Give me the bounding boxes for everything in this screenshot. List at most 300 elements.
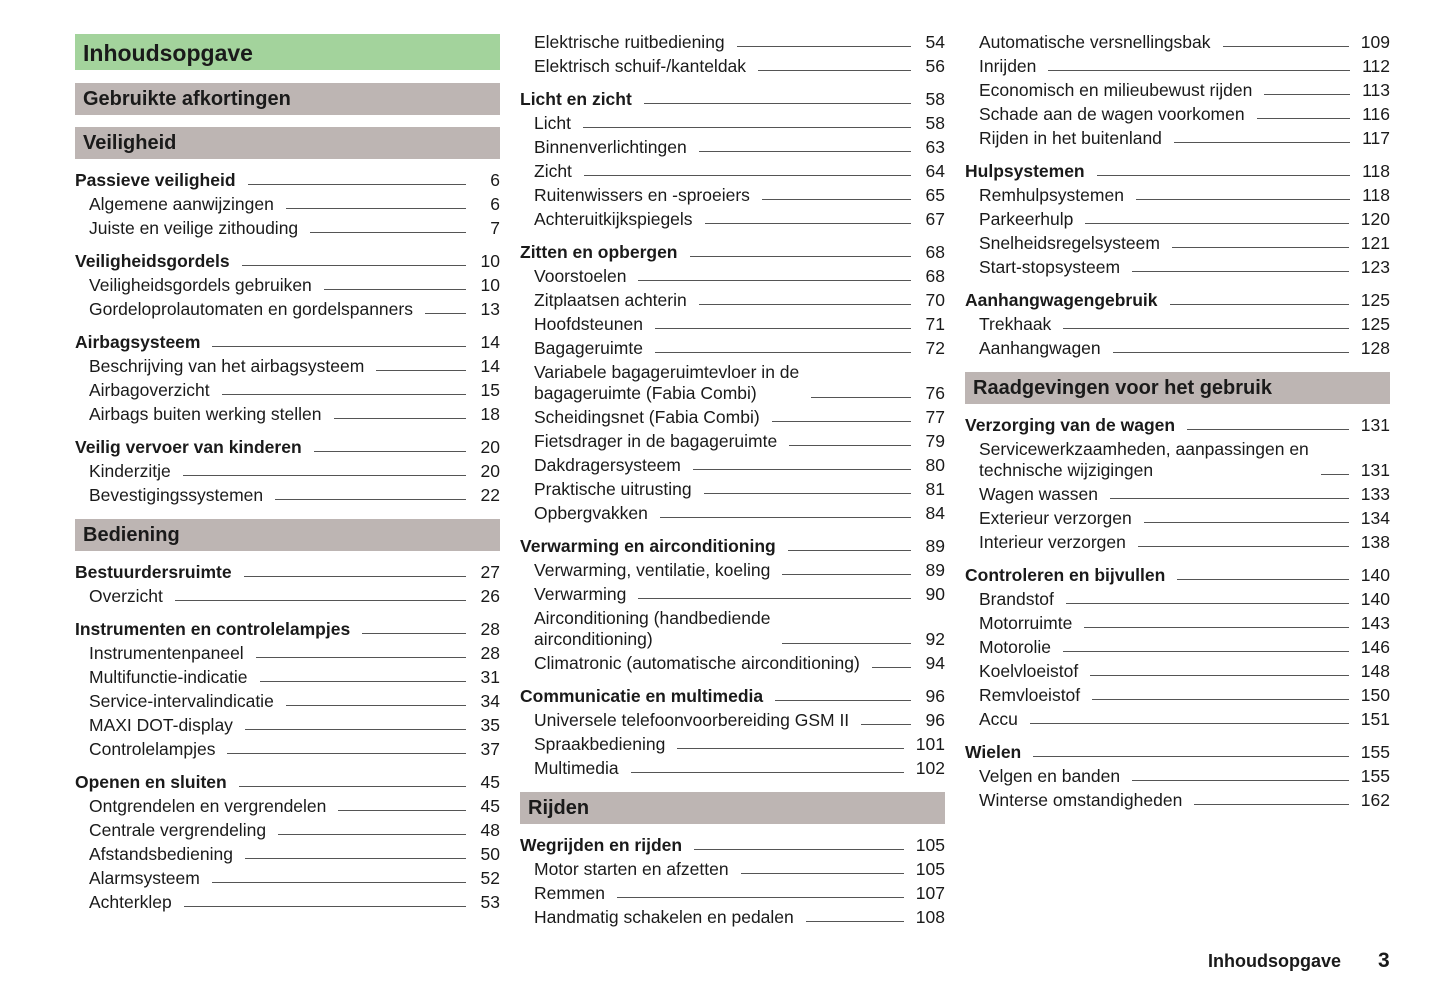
entry-title: Remhulpsystemen — [979, 184, 1124, 205]
entry-page: 123 — [1360, 256, 1390, 277]
leader-line — [212, 346, 466, 347]
toc-item[interactable] — [75, 890, 500, 914]
toc-item[interactable] — [520, 288, 945, 312]
leader-line — [584, 175, 911, 176]
toc-item[interactable] — [75, 794, 500, 818]
toc-item[interactable] — [75, 483, 500, 507]
leader-line — [286, 208, 466, 209]
leader-line — [184, 906, 466, 907]
entry-title: Variabele bagageruimtevloer in de bagageruimte (Fabia Combi) — [534, 361, 800, 403]
toc-item[interactable] — [75, 641, 500, 665]
leader-line — [376, 370, 466, 371]
entry-page: 125 — [1360, 313, 1390, 334]
toc-item[interactable] — [965, 506, 1390, 530]
entry-title: Motor starten en afzetten — [534, 858, 729, 879]
entry-page: 52 — [480, 867, 500, 888]
entry-title: Motorruimte — [979, 612, 1073, 633]
toc-item[interactable] — [965, 659, 1390, 683]
leader-line — [245, 729, 466, 730]
toc-item[interactable] — [75, 192, 500, 216]
leader-line — [275, 499, 466, 500]
entry-title: Motorolie — [979, 636, 1051, 657]
entry-page: 155 — [1360, 741, 1390, 762]
toc-item[interactable] — [75, 737, 500, 761]
toc-item[interactable] — [520, 857, 945, 881]
page-number: 3 — [1378, 949, 1390, 972]
leader-line — [655, 352, 911, 353]
leader-line — [242, 265, 466, 266]
entry-page: 64 — [925, 160, 945, 181]
toc-item[interactable] — [520, 30, 945, 54]
leader-line — [1066, 603, 1349, 604]
leader-line — [212, 882, 466, 883]
entry-title: Winterse omstandigheden — [979, 789, 1183, 810]
entry-title: Climatronic (automatische airconditioning) — [534, 652, 860, 673]
toc-item[interactable] — [520, 651, 945, 675]
leader-line — [1172, 247, 1349, 248]
toc-item[interactable] — [965, 207, 1390, 231]
leader-line — [1085, 223, 1348, 224]
toc-item[interactable] — [965, 611, 1390, 635]
entry-title: Bestuurdersruimte — [75, 561, 232, 582]
entry-page: 56 — [925, 55, 945, 76]
toc-chapter[interactable] — [965, 159, 1390, 183]
leader-line — [248, 184, 466, 185]
toc-chapter[interactable] — [965, 563, 1390, 587]
leader-line — [617, 897, 904, 898]
toc-item[interactable] — [520, 501, 945, 525]
toc-chapter[interactable] — [965, 413, 1390, 437]
toc-item[interactable] — [520, 606, 945, 651]
toc-chapter[interactable] — [520, 534, 945, 558]
entry-page: 72 — [925, 337, 945, 358]
entry-title: Ontgrendelen en vergrendelen — [89, 795, 327, 816]
leader-line — [811, 397, 911, 398]
entry-page: 133 — [1360, 483, 1390, 504]
section-heading: Gebruikte afkortingen — [75, 83, 500, 115]
entry-page: 101 — [915, 733, 945, 754]
leader-line — [256, 657, 466, 658]
entry-page: 162 — [1360, 789, 1390, 810]
entry-title: Overzicht — [89, 585, 163, 606]
toc-item[interactable] — [965, 683, 1390, 707]
entry-title: Voorstoelen — [534, 265, 627, 286]
entry-page: 14 — [480, 355, 500, 376]
entry-page: 28 — [480, 618, 500, 639]
entry-title: Fietsdrager in de bagageruimte — [534, 430, 778, 451]
entry-page: 7 — [490, 217, 500, 238]
toc-chapter[interactable] — [75, 617, 500, 641]
entry-title: Accu — [979, 708, 1018, 729]
entry-title: Automatische versnellingsbak — [979, 31, 1211, 52]
toc-item[interactable] — [520, 183, 945, 207]
entry-page: 102 — [915, 757, 945, 778]
toc-item[interactable] — [75, 713, 500, 737]
leader-line — [1138, 546, 1349, 547]
toc-item[interactable] — [965, 78, 1390, 102]
entry-title: Instrumenten en controlelampjes — [75, 618, 351, 639]
footer-label: Inhoudsopgave — [1208, 951, 1342, 971]
entry-page: 89 — [925, 535, 945, 556]
entry-page: 90 — [925, 583, 945, 604]
entry-page: 131 — [1360, 459, 1390, 480]
entry-page: 68 — [925, 265, 945, 286]
leader-line — [1136, 199, 1350, 200]
toc-item[interactable] — [965, 437, 1390, 482]
toc-item[interactable] — [965, 54, 1390, 78]
leader-line — [775, 700, 911, 701]
entry-page: 138 — [1360, 531, 1390, 552]
toc-item[interactable] — [75, 459, 500, 483]
leader-line — [1170, 304, 1349, 305]
entry-page: 6 — [490, 169, 500, 190]
entry-page: 131 — [1360, 414, 1390, 435]
entry-page: 155 — [1360, 765, 1390, 786]
leader-line — [1257, 118, 1350, 119]
leader-line — [1110, 498, 1349, 499]
toc-item[interactable] — [75, 584, 500, 608]
entry-page: 28 — [480, 642, 500, 663]
leader-line — [1132, 780, 1349, 781]
entry-page: 118 — [1362, 184, 1390, 205]
toc-item[interactable] — [520, 881, 945, 905]
entry-title: Verzorging van de wagen — [965, 414, 1176, 435]
toc-column-2 — [520, 30, 945, 929]
leader-line — [1097, 175, 1350, 176]
toc-chapter[interactable] — [520, 87, 945, 111]
leader-line — [737, 46, 911, 47]
toc-item[interactable] — [75, 216, 500, 240]
entry-title: Juiste en veilige zithouding — [89, 217, 299, 238]
entry-page: 134 — [1360, 507, 1390, 528]
leader-line — [222, 394, 466, 395]
toc-item[interactable] — [75, 665, 500, 689]
entry-title: Aanhangwagen — [979, 337, 1101, 358]
entry-title: Hulpsystemen — [965, 160, 1085, 181]
entry-page: 27 — [480, 561, 500, 582]
entry-page: 84 — [925, 502, 945, 523]
entry-title: Veiligheidsgordels — [75, 250, 230, 271]
toc-chapter[interactable] — [965, 740, 1390, 764]
entry-title: Bagageruimte — [534, 337, 643, 358]
leader-line — [278, 834, 466, 835]
toc-item[interactable] — [75, 273, 500, 297]
toc-item[interactable] — [520, 708, 945, 732]
toc-item[interactable] — [965, 312, 1390, 336]
entry-page: 10 — [480, 274, 500, 295]
entry-title: Elektrisch schuif-/kanteldak — [534, 55, 747, 76]
entry-page: 63 — [925, 136, 945, 157]
leader-line — [314, 451, 466, 452]
toc-item[interactable] — [965, 707, 1390, 731]
toc-item[interactable] — [965, 102, 1390, 126]
entry-title: Ruitenwissers en -sproeiers — [534, 184, 750, 205]
leader-line — [310, 232, 466, 233]
entry-title: Wagen wassen — [979, 483, 1098, 504]
leader-line — [677, 748, 903, 749]
leader-line — [705, 223, 911, 224]
toc-item[interactable] — [75, 297, 500, 321]
toc-item[interactable] — [520, 336, 945, 360]
toc-chapter[interactable] — [75, 560, 500, 584]
toc-item[interactable] — [520, 558, 945, 582]
leader-line — [1194, 804, 1348, 805]
toc-item[interactable] — [520, 207, 945, 231]
entry-title: Airbags buiten werking stellen — [89, 403, 322, 424]
toc-item[interactable] — [75, 818, 500, 842]
entry-title: Interieur verzorgen — [979, 531, 1126, 552]
entry-page: 37 — [480, 738, 500, 759]
leader-line — [772, 421, 911, 422]
entry-page: 146 — [1360, 636, 1390, 657]
toc-item[interactable] — [520, 477, 945, 501]
toc-item[interactable] — [965, 183, 1390, 207]
leader-line — [1048, 70, 1350, 71]
toc-item[interactable] — [520, 453, 945, 477]
toc-chapter[interactable] — [75, 330, 500, 354]
toc-item[interactable] — [965, 788, 1390, 812]
toc-chapter[interactable] — [520, 684, 945, 708]
entry-title: Afstandsbediening — [89, 843, 233, 864]
entry-title: Controlelampjes — [89, 738, 216, 759]
toc-item[interactable] — [965, 30, 1390, 54]
entry-page: 6 — [490, 193, 500, 214]
entry-page: 54 — [925, 31, 945, 52]
entry-page: 76 — [925, 382, 945, 403]
toc-item[interactable] — [75, 378, 500, 402]
entry-title: Controleren en bijvullen — [965, 564, 1166, 585]
section-heading: Bediening — [75, 519, 500, 551]
toc-item[interactable] — [520, 111, 945, 135]
entry-title: Multimedia — [534, 757, 619, 778]
toc-item[interactable] — [965, 336, 1390, 360]
entry-title: Start-stopsysteem — [979, 256, 1121, 277]
leader-line — [1030, 723, 1349, 724]
leader-line — [644, 103, 911, 104]
entry-title: Servicewerkzaamheden, aanpassingen en technische wijzigingen — [979, 438, 1309, 480]
leader-line — [782, 643, 911, 644]
entry-page: 118 — [1362, 160, 1390, 181]
toc-chapter[interactable] — [75, 249, 500, 273]
entry-page: 143 — [1360, 612, 1390, 633]
entry-page: 108 — [915, 906, 945, 927]
entry-page: 113 — [1362, 79, 1390, 100]
toc-chapter[interactable] — [520, 833, 945, 857]
entry-title: Gordeloprolautomaten en gordelspanners — [89, 298, 413, 319]
entry-title: Passieve veiligheid — [75, 169, 236, 190]
section-heading: Veiligheid — [75, 127, 500, 159]
entry-page: 18 — [480, 403, 500, 424]
entry-title: Velgen en banden — [979, 765, 1121, 786]
entry-page: 140 — [1360, 564, 1390, 585]
leader-line — [175, 600, 466, 601]
entry-title: Achterklep — [89, 891, 172, 912]
leader-line — [638, 280, 911, 281]
entry-page: 58 — [925, 88, 945, 109]
entry-page: 107 — [915, 882, 945, 903]
leader-line — [425, 313, 466, 314]
leader-line — [690, 256, 912, 257]
entry-page: 13 — [480, 298, 500, 319]
entry-page: 10 — [480, 250, 500, 271]
page-title: Inhoudsopgave — [75, 34, 500, 70]
entry-title: Inrijden — [979, 55, 1037, 76]
entry-title: Brandstof — [979, 588, 1054, 609]
leader-line — [660, 517, 911, 518]
toc-chapter[interactable] — [520, 240, 945, 264]
entry-title: Multifunctie-indicatie — [89, 666, 248, 687]
entry-title: Verwarming en airconditioning — [520, 535, 776, 556]
leader-line — [699, 304, 911, 305]
toc-item[interactable] — [520, 756, 945, 780]
entry-title: Remmen — [534, 882, 605, 903]
leader-line — [1223, 46, 1349, 47]
entry-page: 89 — [925, 559, 945, 580]
entry-page: 71 — [925, 313, 945, 334]
entry-page: 70 — [925, 289, 945, 310]
toc-item[interactable] — [520, 732, 945, 756]
entry-title: Schade aan de wagen voorkomen — [979, 103, 1245, 124]
toc-item[interactable] — [520, 135, 945, 159]
toc-item[interactable] — [965, 587, 1390, 611]
toc-chapter[interactable] — [965, 288, 1390, 312]
toc-item[interactable] — [75, 354, 500, 378]
leader-line — [1177, 579, 1348, 580]
entry-title: Hoofdsteunen — [534, 313, 643, 334]
toc-item[interactable] — [965, 231, 1390, 255]
entry-page: 48 — [480, 819, 500, 840]
entry-title: Achteruitkijkspiegels — [534, 208, 693, 229]
toc-item[interactable] — [520, 264, 945, 288]
leader-line — [1084, 627, 1348, 628]
entry-page: 105 — [915, 834, 945, 855]
entry-page: 96 — [925, 685, 945, 706]
leader-line — [334, 418, 467, 419]
toc-item[interactable] — [965, 482, 1390, 506]
entry-title: Dakdragersysteem — [534, 454, 681, 475]
toc-item[interactable] — [520, 360, 945, 405]
toc-item[interactable] — [965, 635, 1390, 659]
toc-item[interactable] — [75, 842, 500, 866]
entry-title: Communicatie en multimedia — [520, 685, 764, 706]
entry-page: 121 — [1360, 232, 1390, 253]
entry-page: 151 — [1360, 708, 1390, 729]
entry-page: 58 — [925, 112, 945, 133]
entry-title: Wielen — [965, 741, 1022, 762]
entry-page: 128 — [1360, 337, 1390, 358]
entry-page: 35 — [480, 714, 500, 735]
toc-item[interactable] — [965, 764, 1390, 788]
leader-line — [1144, 522, 1349, 523]
entry-title: Opbergvakken — [534, 502, 648, 523]
entry-page: 81 — [925, 478, 945, 499]
leader-line — [631, 772, 904, 773]
entry-title: Bevestigingssystemen — [89, 484, 264, 505]
leader-line — [762, 199, 911, 200]
toc-chapter[interactable] — [75, 435, 500, 459]
entry-page: 45 — [480, 795, 500, 816]
entry-title: Elektrische ruitbediening — [534, 31, 725, 52]
entry-page: 77 — [925, 406, 945, 427]
toc-column-1 — [75, 34, 500, 914]
entry-page: 22 — [480, 484, 500, 505]
leader-line — [694, 849, 904, 850]
toc-item[interactable] — [965, 126, 1390, 150]
leader-line — [583, 127, 911, 128]
leader-line — [693, 469, 911, 470]
entry-page: 120 — [1360, 208, 1390, 229]
leader-line — [183, 475, 466, 476]
entry-title: Universele telefoonvoorbereiding GSM II — [534, 709, 850, 730]
entry-title: Aanhangwagengebruik — [965, 289, 1158, 310]
entry-title: Remvloeistof — [979, 684, 1081, 705]
entry-title: Zitten en opbergen — [520, 241, 678, 262]
entry-page: 45 — [480, 771, 500, 792]
leader-line — [1113, 352, 1349, 353]
entry-title: Snelheidsregelsysteem — [979, 232, 1160, 253]
entry-title: Licht en zicht — [520, 88, 632, 109]
leader-line — [655, 328, 911, 329]
leader-line — [782, 574, 911, 575]
toc-item[interactable] — [520, 312, 945, 336]
entry-title: Economisch en milieubewust rijden — [979, 79, 1253, 100]
entry-title: Centrale vergrendeling — [89, 819, 267, 840]
leader-line — [239, 786, 466, 787]
toc-item[interactable] — [75, 866, 500, 890]
leader-line — [1174, 142, 1350, 143]
entry-title: Airbagsysteem — [75, 331, 201, 352]
entry-title: MAXI DOT-display — [89, 714, 233, 735]
entry-page: 67 — [925, 208, 945, 229]
toc-item[interactable] — [965, 530, 1390, 554]
entry-page: 112 — [1362, 55, 1390, 76]
toc-item[interactable] — [520, 905, 945, 929]
entry-page: 94 — [925, 652, 945, 673]
leader-line — [362, 633, 466, 634]
leader-line — [244, 576, 466, 577]
entry-title: Kinderzitje — [89, 460, 171, 481]
toc-item[interactable] — [520, 54, 945, 78]
toc-item[interactable] — [965, 255, 1390, 279]
leader-line — [338, 810, 466, 811]
entry-title: Airbagoverzicht — [89, 379, 210, 400]
toc-chapter[interactable] — [75, 168, 500, 192]
toc-item[interactable] — [520, 429, 945, 453]
leader-line — [861, 724, 911, 725]
leader-line — [324, 289, 466, 290]
entry-title: Veilig vervoer van kinderen — [75, 436, 302, 457]
entry-title: Parkeerhulp — [979, 208, 1074, 229]
toc-item[interactable] — [520, 405, 945, 429]
entry-title: Verwarming, ventilatie, koeling — [534, 559, 771, 580]
entry-page: 150 — [1360, 684, 1390, 705]
toc-chapter[interactable] — [75, 770, 500, 794]
entry-page: 65 — [925, 184, 945, 205]
entry-title: Instrumentenpaneel — [89, 642, 244, 663]
leader-line — [1092, 699, 1349, 700]
entry-page: 53 — [480, 891, 500, 912]
leader-line — [704, 493, 911, 494]
entry-title: Rijden in het buitenland — [979, 127, 1162, 148]
entry-page: 125 — [1360, 289, 1390, 310]
toc-item[interactable] — [520, 159, 945, 183]
entry-title: Zicht — [534, 160, 572, 181]
toc-item[interactable] — [75, 402, 500, 426]
entry-title: Service-intervalindicatie — [89, 690, 274, 711]
toc-item[interactable] — [75, 689, 500, 713]
toc-item[interactable] — [520, 582, 945, 606]
entry-page: 116 — [1362, 103, 1390, 124]
